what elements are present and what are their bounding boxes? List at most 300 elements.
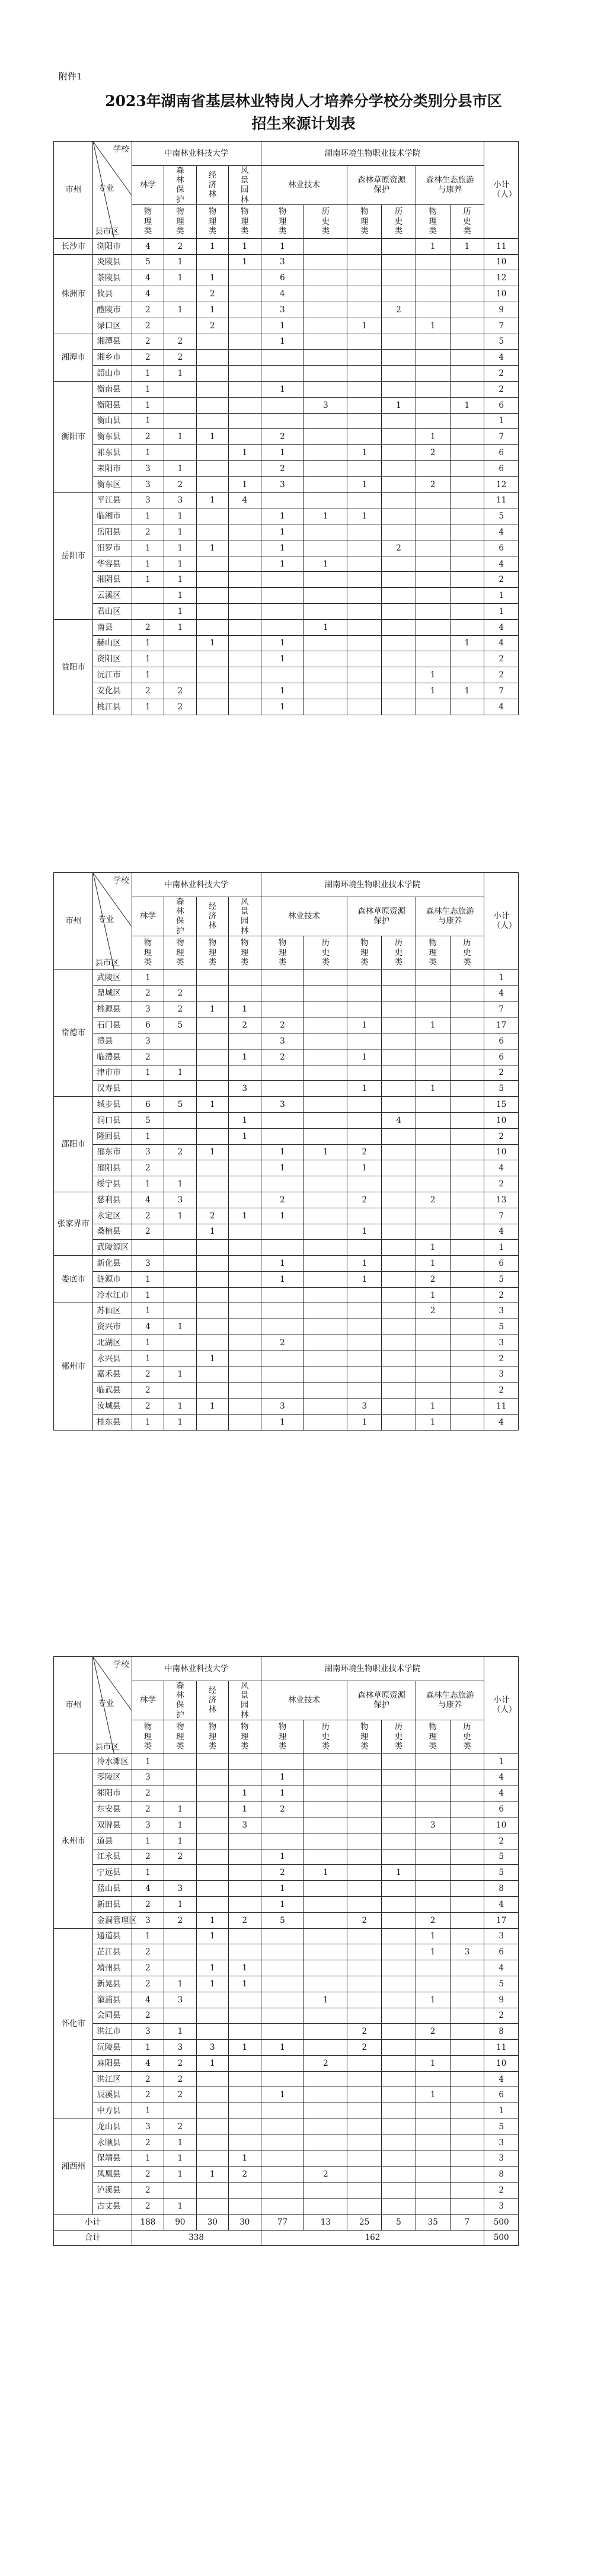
table-row xyxy=(54,1351,554,1367)
value-cell xyxy=(382,1351,416,1367)
value-cell xyxy=(450,2167,484,2183)
value-cell: 2 xyxy=(347,1144,382,1160)
table-row xyxy=(54,318,554,334)
table-row xyxy=(54,1319,554,1335)
value-cell: 1 xyxy=(229,1128,261,1144)
value-cell xyxy=(196,588,228,604)
value-cell xyxy=(450,1160,484,1176)
value-cell xyxy=(347,1785,382,1801)
subtotal-cell: 8 xyxy=(484,1881,519,1897)
value-cell xyxy=(196,2071,228,2087)
value-cell xyxy=(416,619,450,635)
value-cell xyxy=(304,2024,347,2040)
value-cell xyxy=(450,1240,484,1256)
value-cell xyxy=(450,1865,484,1881)
subtotal-cell: 5 xyxy=(484,334,519,350)
value-cell: 2 xyxy=(132,1367,164,1383)
corner-label-major: 专业 xyxy=(98,914,114,924)
value-cell: 3 xyxy=(132,1769,164,1785)
county-cell: 蓝山县 xyxy=(93,1881,132,1897)
value-cell xyxy=(164,286,196,302)
value-cell: 1 xyxy=(261,238,304,254)
county-cell: 澧县 xyxy=(93,1033,132,1049)
table-row xyxy=(54,2008,554,2024)
value-cell: 2 xyxy=(261,1017,304,1033)
subtotal-cell: 5 xyxy=(484,1319,519,1335)
county-cell: 湘乡市 xyxy=(93,350,132,366)
value-cell: 1 xyxy=(416,2087,450,2103)
value-cell: 2 xyxy=(164,699,196,715)
table-row xyxy=(54,1256,554,1272)
value-cell: 2 xyxy=(132,302,164,318)
value-cell: 5 xyxy=(132,1112,164,1128)
value-cell: 1 xyxy=(229,1001,261,1017)
value-cell xyxy=(416,699,450,715)
major-header-forest-protection: 森林保护 xyxy=(164,166,196,205)
value-cell xyxy=(261,2167,304,2183)
value-cell xyxy=(382,2199,416,2215)
value-cell xyxy=(196,2151,228,2167)
corner-label-major: 专业 xyxy=(98,1698,114,1708)
value-cell xyxy=(382,1097,416,1113)
table-row xyxy=(54,2040,554,2056)
value-cell xyxy=(229,1287,261,1303)
value-cell: 2 xyxy=(132,1208,164,1224)
value-cell: 1 xyxy=(261,1896,304,1912)
value-cell xyxy=(164,1383,196,1399)
value-cell xyxy=(229,1335,261,1351)
subtotal-cell: 7 xyxy=(484,1208,519,1224)
county-cell: 祁阳市 xyxy=(93,1785,132,1801)
value-cell xyxy=(196,1992,228,2008)
value-cell: 3 xyxy=(196,2040,228,2056)
value-cell xyxy=(382,619,416,635)
table-row xyxy=(54,1033,554,1049)
city-cell: 永州市 xyxy=(54,1753,93,1928)
value-cell xyxy=(416,604,450,620)
value-cell xyxy=(304,2135,347,2151)
major-header-forest-protection: 森林保护 xyxy=(164,1681,196,1720)
value-cell xyxy=(416,969,450,985)
value-cell xyxy=(382,667,416,683)
value-cell xyxy=(382,2151,416,2167)
value-cell xyxy=(382,1240,416,1256)
subtotal-cell: 4 xyxy=(484,1896,519,1912)
value-cell: 1 xyxy=(347,1049,382,1065)
value-cell xyxy=(382,1801,416,1817)
value-cell xyxy=(261,1303,304,1319)
table-row xyxy=(54,1176,554,1192)
table-row xyxy=(54,2167,554,2183)
value-cell xyxy=(347,985,382,1001)
value-cell: 1 xyxy=(164,366,196,382)
value-cell xyxy=(416,381,450,397)
county-cell: 韶山市 xyxy=(93,366,132,382)
value-cell xyxy=(382,334,416,350)
table-row xyxy=(54,1287,554,1303)
value-cell xyxy=(229,1240,261,1256)
value-cell xyxy=(450,1303,484,1319)
county-cell: 衡东县 xyxy=(93,429,132,445)
county-cell: 涟源市 xyxy=(93,1271,132,1287)
county-cell: 临湘市 xyxy=(93,508,132,524)
value-cell xyxy=(347,413,382,429)
value-cell xyxy=(304,1192,347,1208)
value-cell xyxy=(229,1351,261,1367)
value-cell xyxy=(304,1399,347,1415)
subtotal-cell: 2 xyxy=(484,572,519,588)
value-cell: 2 xyxy=(416,1192,450,1208)
table-row xyxy=(54,1208,554,1224)
subtotal-cell: 7 xyxy=(484,429,519,445)
value-cell: 1 xyxy=(416,1017,450,1033)
value-cell xyxy=(164,651,196,667)
value-cell: 1 xyxy=(164,1833,196,1849)
value-cell xyxy=(416,985,450,1001)
subtotal-cell: 2 xyxy=(484,2008,519,2024)
value-cell xyxy=(164,2183,196,2199)
subtotal-cell: 2 xyxy=(484,651,519,667)
value-cell: 1 xyxy=(196,1001,228,1017)
value-cell: 1 xyxy=(229,1112,261,1128)
value-cell xyxy=(196,350,228,366)
value-cell xyxy=(450,2055,484,2071)
value-cell xyxy=(304,667,347,683)
table-row xyxy=(54,1081,554,1097)
attachment-label: 附件1 xyxy=(59,71,82,82)
subtotal-cell: 6 xyxy=(484,460,519,476)
county-cell: 醴陵市 xyxy=(93,302,132,318)
value-cell xyxy=(416,1065,450,1081)
value-cell xyxy=(229,302,261,318)
value-cell xyxy=(196,1240,228,1256)
value-cell xyxy=(196,1785,228,1801)
value-cell xyxy=(164,1128,196,1144)
value-cell: 2 xyxy=(132,1849,164,1865)
county-cell: 零陵区 xyxy=(93,1769,132,1785)
county-cell: 临武县 xyxy=(93,1383,132,1399)
value-cell: 1 xyxy=(132,667,164,683)
table-row xyxy=(54,540,554,556)
value-cell xyxy=(416,1960,450,1976)
value-cell xyxy=(261,1753,304,1769)
subtotal-cell: 5 xyxy=(484,1849,519,1865)
corner-label-school: 学校 xyxy=(113,876,129,885)
value-cell xyxy=(304,1801,347,1817)
value-cell xyxy=(304,1081,347,1097)
subtotal-cell: 2 xyxy=(484,1383,519,1399)
value-cell xyxy=(304,1303,347,1319)
county-cell: 耒阳市 xyxy=(93,460,132,476)
value-cell xyxy=(416,1801,450,1817)
value-cell xyxy=(382,445,416,461)
value-cell xyxy=(382,476,416,492)
table-row xyxy=(54,1992,554,2008)
value-cell xyxy=(450,1912,484,1928)
value-cell xyxy=(382,2040,416,2056)
value-cell xyxy=(347,1881,382,1897)
value-cell xyxy=(416,508,450,524)
value-cell: 1 xyxy=(196,270,228,286)
value-cell xyxy=(382,429,416,445)
value-cell: 2 xyxy=(347,1192,382,1208)
table-row xyxy=(54,667,554,683)
value-cell xyxy=(382,2055,416,2071)
county-cell: 君山区 xyxy=(93,604,132,620)
subtotal-cell: 3 xyxy=(484,2151,519,2167)
county-cell: 赫山区 xyxy=(93,635,132,651)
value-cell xyxy=(229,1881,261,1897)
table-row xyxy=(54,1928,554,1944)
value-cell xyxy=(382,1833,416,1849)
physics-category-header: 物理类 xyxy=(164,936,196,969)
county-cell: 湘潭县 xyxy=(93,334,132,350)
value-cell xyxy=(382,524,416,540)
value-cell xyxy=(382,1896,416,1912)
value-cell: 3 xyxy=(132,1033,164,1049)
value-cell xyxy=(164,413,196,429)
value-cell: 1 xyxy=(132,572,164,588)
value-cell: 1 xyxy=(229,445,261,461)
value-cell xyxy=(382,985,416,1001)
value-cell xyxy=(450,1081,484,1097)
value-cell: 1 xyxy=(416,238,450,254)
value-cell xyxy=(304,254,347,270)
value-cell xyxy=(347,270,382,286)
value-cell xyxy=(196,1335,228,1351)
value-cell xyxy=(416,1335,450,1351)
value-cell xyxy=(416,2008,450,2024)
subtotal-cell: 1 xyxy=(484,969,519,985)
value-cell xyxy=(164,1944,196,1960)
value-cell: 2 xyxy=(164,1144,196,1160)
value-cell xyxy=(261,492,304,508)
value-cell xyxy=(196,2103,228,2119)
subtotal-value-cell: 5 xyxy=(382,2214,416,2230)
table-row xyxy=(54,366,554,382)
city-cell: 益阳市 xyxy=(54,619,93,715)
value-cell: 1 xyxy=(164,1896,196,1912)
value-cell: 1 xyxy=(261,1849,304,1865)
value-cell xyxy=(196,508,228,524)
table-row xyxy=(54,1097,554,1113)
value-cell: 2 xyxy=(132,1944,164,1960)
value-cell: 1 xyxy=(261,1256,304,1272)
subtotal-cell: 5 xyxy=(484,508,519,524)
value-cell: 1 xyxy=(304,1992,347,2008)
value-cell: 2 xyxy=(164,1849,196,1865)
physics-category-header: 物理类 xyxy=(196,1720,228,1753)
value-cell xyxy=(450,1176,484,1192)
subtotal-cell: 17 xyxy=(484,1912,519,1928)
value-cell: 1 xyxy=(132,445,164,461)
value-cell xyxy=(304,969,347,985)
major-header-resource-protection: 森林草原资源保护 xyxy=(347,166,416,205)
value-cell: 1 xyxy=(164,2024,196,2040)
value-cell xyxy=(196,1033,228,1049)
value-cell xyxy=(347,2119,382,2135)
value-cell: 1 xyxy=(347,1081,382,1097)
value-cell: 1 xyxy=(416,1240,450,1256)
value-cell: 1 xyxy=(132,508,164,524)
value-cell: 2 xyxy=(132,2087,164,2103)
value-cell: 1 xyxy=(450,397,484,413)
value-cell xyxy=(304,318,347,334)
diagonal-header-cell xyxy=(93,873,132,970)
value-cell: 1 xyxy=(164,2151,196,2167)
value-cell xyxy=(261,1833,304,1849)
value-cell xyxy=(450,1112,484,1128)
value-cell: 1 xyxy=(416,1928,450,1944)
value-cell: 1 xyxy=(416,1256,450,1272)
value-cell xyxy=(229,2119,261,2135)
value-cell: 1 xyxy=(132,397,164,413)
county-cell: 洪江区 xyxy=(93,2071,132,2087)
value-cell: 2 xyxy=(132,1896,164,1912)
value-cell: 1 xyxy=(229,1785,261,1801)
value-cell: 1 xyxy=(164,556,196,572)
county-cell: 宁远县 xyxy=(93,1865,132,1881)
major-header-eco-tourism: 森林生态旅游与康养 xyxy=(416,1681,484,1720)
value-cell xyxy=(229,1319,261,1335)
value-cell xyxy=(347,1367,382,1383)
value-cell xyxy=(304,1017,347,1033)
value-cell xyxy=(416,1833,450,1849)
value-cell: 1 xyxy=(261,1881,304,1897)
value-cell xyxy=(347,381,382,397)
value-cell xyxy=(416,1128,450,1144)
value-cell xyxy=(382,1256,416,1272)
value-cell xyxy=(304,1849,347,1865)
value-cell xyxy=(382,1319,416,1335)
value-cell xyxy=(229,381,261,397)
value-cell xyxy=(450,1881,484,1897)
value-cell xyxy=(416,286,450,302)
value-cell xyxy=(450,1192,484,1208)
value-cell xyxy=(229,1944,261,1960)
value-cell xyxy=(229,1033,261,1049)
value-cell xyxy=(304,381,347,397)
value-cell: 3 xyxy=(304,397,347,413)
subtotal-cell: 2 xyxy=(484,381,519,397)
county-cell: 会同县 xyxy=(93,2008,132,2024)
county-cell: 石门县 xyxy=(93,1017,132,1033)
county-cell: 衡南县 xyxy=(93,381,132,397)
history-category-header: 历史类 xyxy=(382,1720,416,1753)
subtotal-cell: 6 xyxy=(484,1033,519,1049)
value-cell xyxy=(450,1208,484,1224)
major-header-forestry-tech: 林业技术 xyxy=(261,166,347,205)
value-cell xyxy=(347,302,382,318)
value-cell: 1 xyxy=(196,1351,228,1367)
value-cell xyxy=(261,350,304,366)
value-cell: 1 xyxy=(382,1865,416,1881)
value-cell xyxy=(347,651,382,667)
major-header-landscape: 风景园林 xyxy=(229,1681,261,1720)
subtotal-cell: 2 xyxy=(484,1833,519,1849)
value-cell: 1 xyxy=(196,1224,228,1240)
value-cell xyxy=(347,2151,382,2167)
plan-table-page-3 xyxy=(53,1656,554,2246)
county-cell: 邵东市 xyxy=(93,1144,132,1160)
value-cell: 2 xyxy=(304,2167,347,2183)
physics-category-header: 物理类 xyxy=(261,1720,304,1753)
value-cell xyxy=(164,1335,196,1351)
value-cell xyxy=(382,350,416,366)
value-cell xyxy=(382,1303,416,1319)
county-cell: 汉寿县 xyxy=(93,1081,132,1097)
value-cell: 4 xyxy=(132,1192,164,1208)
value-cell xyxy=(416,1208,450,1224)
city-column-header: 市州 xyxy=(54,142,93,239)
value-cell xyxy=(229,2087,261,2103)
value-cell xyxy=(304,334,347,350)
value-cell: 2 xyxy=(164,350,196,366)
city-cell: 湘西州 xyxy=(54,2119,93,2215)
value-cell xyxy=(450,2024,484,2040)
value-cell: 1 xyxy=(164,1817,196,1833)
value-cell: 3 xyxy=(132,1001,164,1017)
subtotal-cell: 2 xyxy=(484,1128,519,1144)
value-cell: 1 xyxy=(347,1224,382,1240)
major-header-forestry: 林学 xyxy=(132,1681,164,1720)
value-cell xyxy=(382,2071,416,2087)
value-cell xyxy=(229,1399,261,1415)
value-cell xyxy=(382,1881,416,1897)
value-cell xyxy=(347,1944,382,1960)
value-cell xyxy=(416,1319,450,1335)
value-cell: 1 xyxy=(347,445,382,461)
value-cell: 1 xyxy=(132,540,164,556)
table-row xyxy=(54,429,554,445)
table-row xyxy=(54,397,554,413)
value-cell: 1 xyxy=(132,1287,164,1303)
value-cell xyxy=(304,1097,347,1113)
value-cell: 2 xyxy=(132,2199,164,2215)
value-cell xyxy=(304,1769,347,1785)
value-cell xyxy=(196,1865,228,1881)
value-cell: 1 xyxy=(416,1399,450,1415)
value-cell: 3 xyxy=(132,2024,164,2040)
major-header-forestry: 林学 xyxy=(132,897,164,936)
value-cell: 3 xyxy=(261,302,304,318)
value-cell xyxy=(416,1865,450,1881)
value-cell xyxy=(450,334,484,350)
value-cell xyxy=(164,667,196,683)
value-cell: 6 xyxy=(132,1097,164,1113)
value-cell xyxy=(382,1144,416,1160)
county-cell: 岳阳县 xyxy=(93,524,132,540)
value-cell xyxy=(229,1224,261,1240)
subtotal-cell: 6 xyxy=(484,397,519,413)
total-row xyxy=(54,2230,554,2246)
value-cell xyxy=(196,476,228,492)
value-cell: 1 xyxy=(132,2040,164,2056)
table-row xyxy=(54,1383,554,1399)
value-cell xyxy=(382,699,416,715)
subtotal-cell: 7 xyxy=(484,318,519,334)
value-cell xyxy=(450,286,484,302)
value-cell: 1 xyxy=(347,1271,382,1287)
value-cell xyxy=(196,1769,228,1785)
subtotal-cell: 11 xyxy=(484,2040,519,2056)
value-cell xyxy=(450,318,484,334)
value-cell: 2 xyxy=(132,1801,164,1817)
value-cell xyxy=(229,1769,261,1785)
subtotal-cell: 6 xyxy=(484,445,519,461)
value-cell: 2 xyxy=(132,1160,164,1176)
table-row xyxy=(54,572,554,588)
